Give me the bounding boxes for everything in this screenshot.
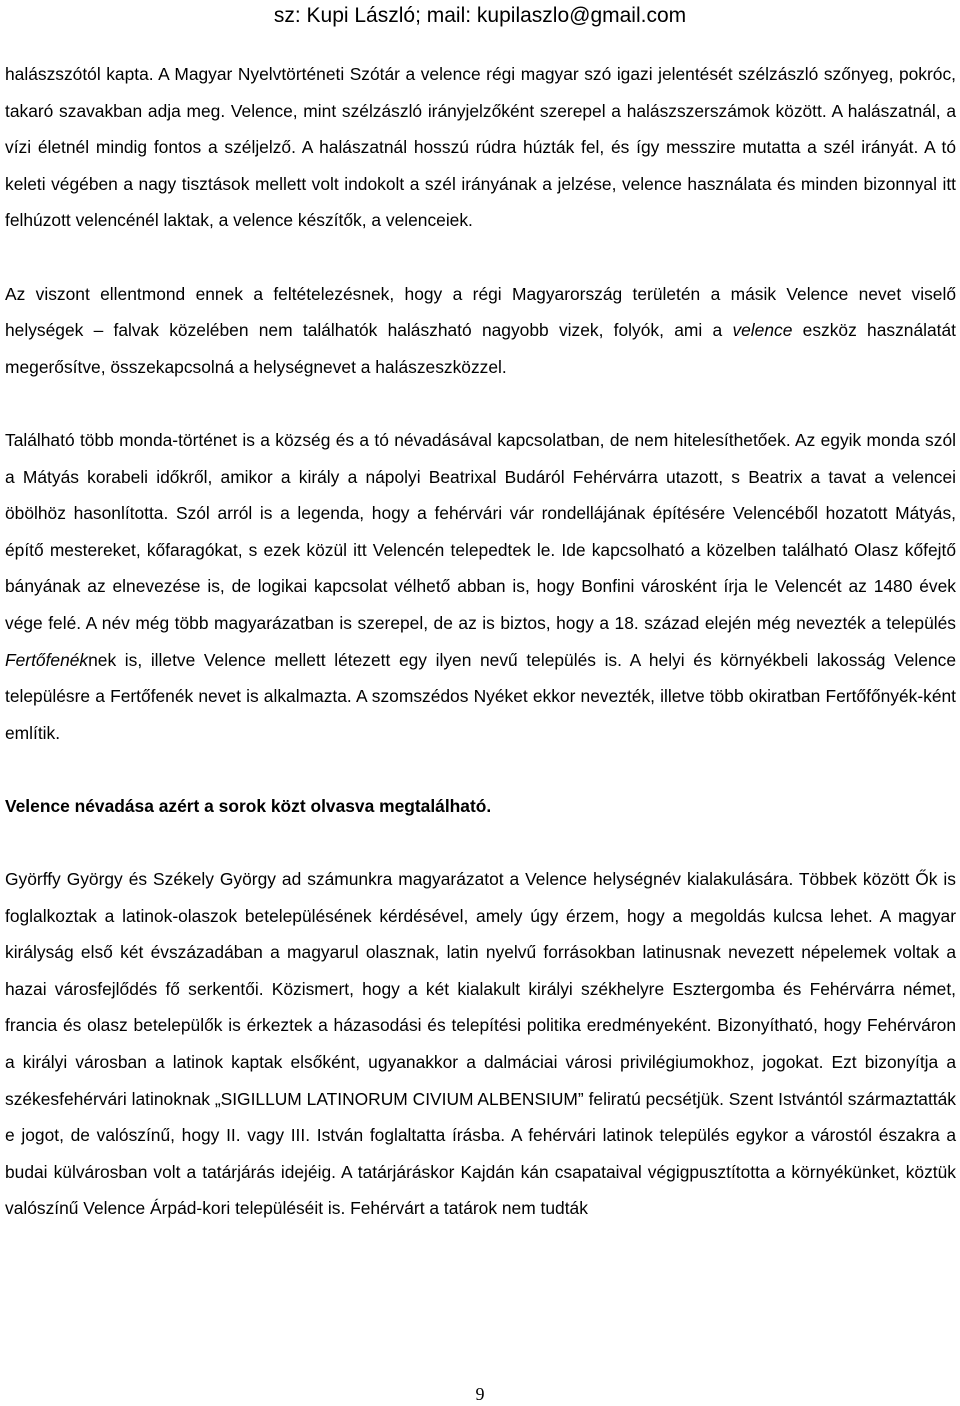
paragraph-text: eszköz használatát megerősítve, összekapcsolná a helységnevet a halászeszközzel. bbox=[5, 320, 956, 377]
paragraph-gyorffy: Györffy György és Székely György ad számunkra magyarázatot a Velence helységnév kialakulására. Többek között Ők is foglalkoztak a latinok-olaszok betelepülésének kérdésével, amely úgy érzem, hogy a megoldás kulcsa lehet. A magyar királyság első két évszázadában a magyarul olasznak, latin nyelvű forrásokban latinusnak nevezett népelemek voltak a hazai városfejlődés fő serkentői. Közismert, hogy a két kialakult királyi székhelyre Esztergomba és Fehérvárra német, francia és olasz betelepülők is érkeztek a házasodási és telepítési politika eredményeként. Bizonyítható, hogy Fehérváron a királyi városban a latinok kaptak elsőként, ugyanakkor a dalmáciai városi privilégiumokhoz, jogokat. Ezt bizonyítja a székesfehérvári latinoknak „SIGILLUM LATINORUM CIVIUM ALBENSIUM” feliratú pecsétjük. Szent Istvántól származtatták e jogot, de valószínű, hogy II. vagy III. István foglaltatta írásba. A fehérvári latinok település egykor a várostól északra a budai külvárosban volt a tatárjárás idejéig. A tatárjáráskor Kajdán kán csapataival végigpusztította a környékünket, köztük valószínű Velence Árpád-kori településéit is. Fehérvárt a tatárok nem tudták bbox=[5, 869, 956, 1219]
paragraph-legends bbox=[5, 422, 956, 751]
document-body bbox=[5, 56, 956, 1227]
page-number: 9 bbox=[475, 1384, 485, 1404]
paragraph-text: nek is, illetve Velence mellett létezett egy ilyen nevű település is. A helyi és környékbeli lakosság Velence településre a Fertőfenék nevet is alkalmazta. A szomszédos Nyéket ekkor nevezték, illetve több okiratban Fertőfőnyék-ként említik. bbox=[5, 649, 956, 743]
paragraph-text: Található több monda-történet is a község és a tó névadásával kapcsolatban, de nem hitelesíthetőek. Az egyik monda szól a Mátyás korabeli időkről, amikor a király a nápolyi Beatrixal Budáról Fehérvárra utazott, s Beatrix a tavat a velencei öbölhöz hasonlította. Szól arról is a legenda, hogy a fehérvári vár rondellájának építésére Velencéből hozatott Mátyás, építő mestereket, kőfaragókat, s ezek közül itt Velencén telepedtek le. Ide kapcsolható a közelben található Olasz kőfejtő bányának az elnevezése is, de logikai kapcsolat vélhető abban is, hogy Bonfini városként írja le Velencét az 1480 évek vége felé. A név még több magyarázatban is szerepel, de az is biztos, hogy a 18. század elején még nevezték a település bbox=[5, 429, 956, 633]
paragraph-velence-meaning: halászszótól kapta. A Magyar Nyelvtörténeti Szótár a velence régi magyar szó igazi jelentését szélzászló szőnyeg, pokróc, takaró szavakban adja meg. Velence, mint szélzászló irányjelzőként szerepel a halászszerszámok között. A halászatnál, a vízi életnél mindig fontos a széljelző. A halászatnál hosszú rúdra húzták fel, és így messzire mutatta a szél irányát. A tó keleti végében a nagy tisztások mellett volt indokolt a szél irányának a jelzése, velence használata és minden bizonnyal itt felhúzott velencénél laktak, a velence készítők, a velenceiek. bbox=[5, 64, 956, 231]
italic-term: velence bbox=[732, 320, 793, 341]
paragraph-text: Az viszont ellentmond ennek a feltételezésnek, hogy a régi Magyarország területén a másik Velence nevet viselő helységek – falvak közelében nem találhatók halászható nagyobb vizek, folyók, ami a bbox=[5, 283, 956, 341]
paragraph-contradiction bbox=[5, 276, 956, 386]
bold-statement: Velence névadása azért a sorok közt olvasva megtalálható. bbox=[5, 795, 492, 816]
page-header: sz: Kupi László; mail: kupilaszlo@gmail.com bbox=[273, 4, 687, 27]
italic-term: Fertőfenék bbox=[5, 649, 89, 670]
